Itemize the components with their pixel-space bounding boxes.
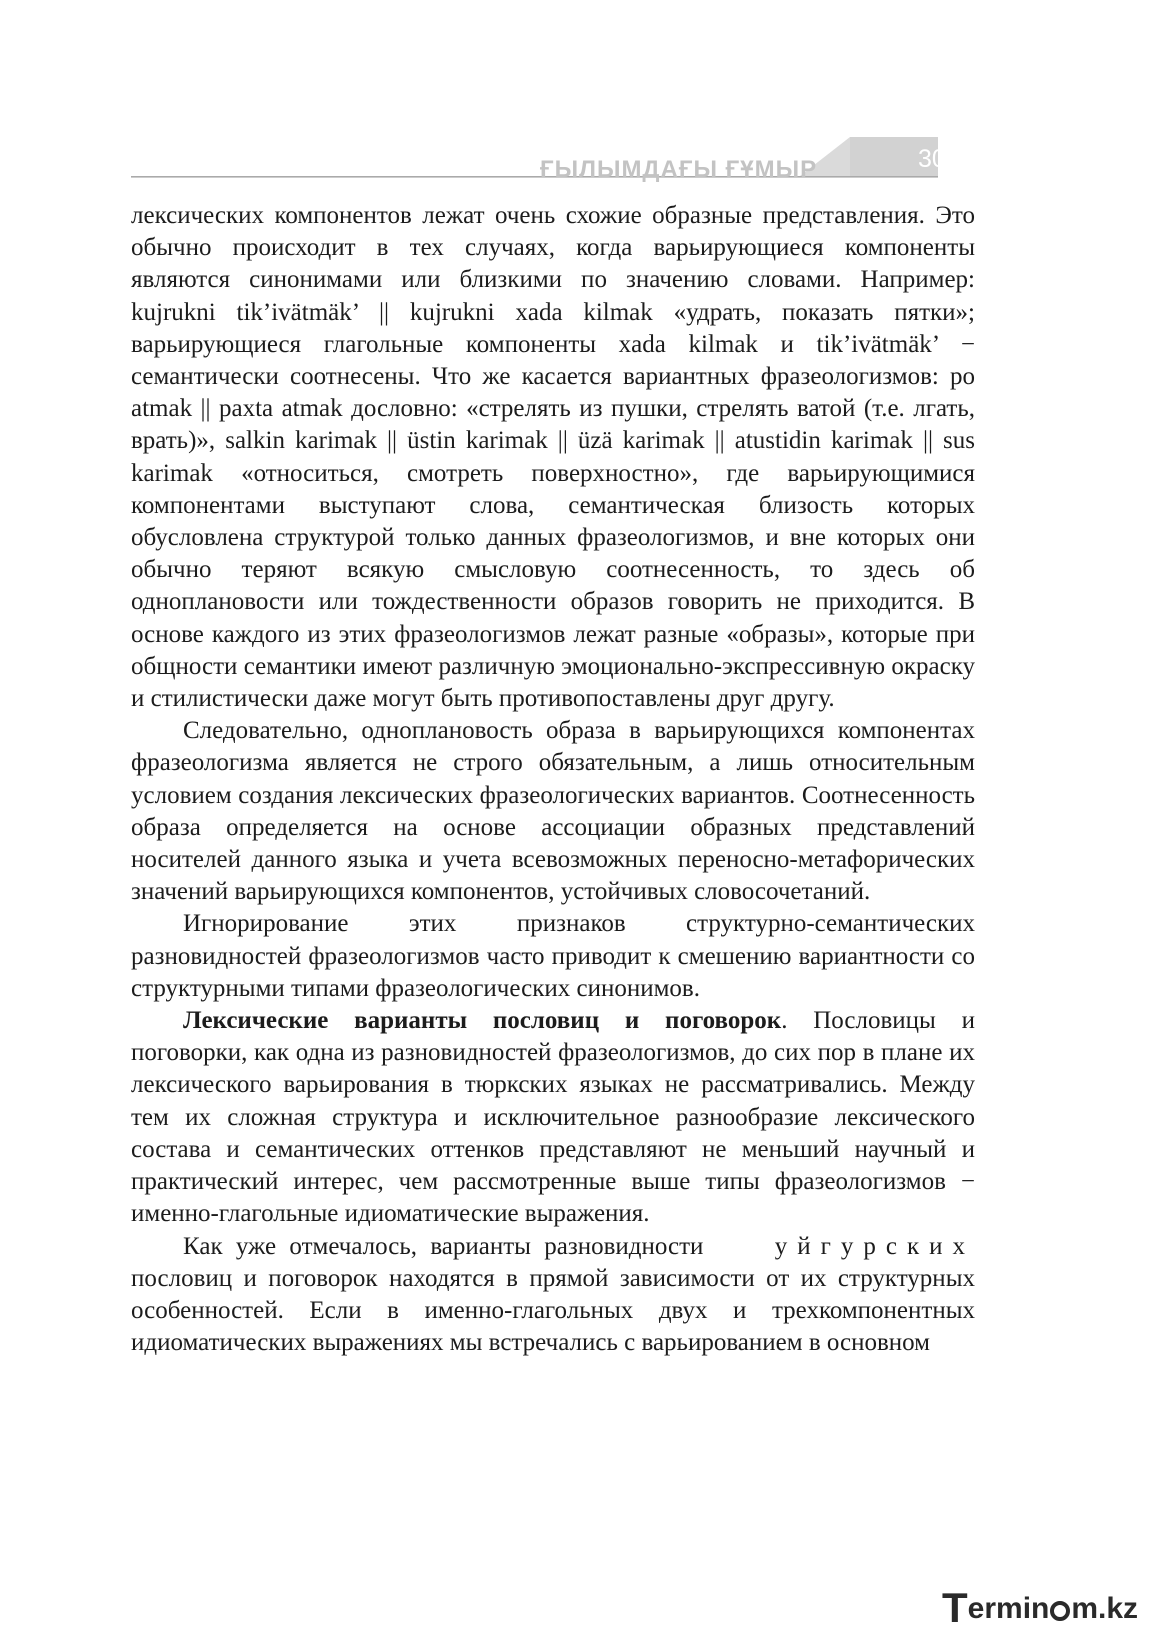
magnifier-icon [1050, 1601, 1070, 1621]
paragraph-4 [131, 1005, 975, 1230]
paragraph-3: Игнорирование этих признаков структурно-семантических разновидностей фразеологизмов часто приводит к смешению вариантности со структурными типами фразеологических синонимов. [131, 910, 975, 1002]
paragraph-5-spaced-word: уйгурских [774, 1232, 976, 1260]
brand-t-glyph: T [942, 1584, 968, 1631]
paragraph-2: Следовательно, одноплановость образа в варьирующихся компонентах фразеологизма является не строго обязательным, а лишь относительным условием создания лексических фразеологических вариантов. Соотнесенность образа определяется на основе ассоциации образных представлений носителей данного языка и учета всевозможных переносно-метафорических значений варьирующихся компонентов, устойчивых словосочетаний. [131, 717, 975, 906]
paragraph-5-start: Как уже отмечалось, варианты разновидности [183, 1232, 704, 1260]
paragraph-1: лексических компонентов лежат очень схожие образные представления. Это обычно происходит в тех случаях, когда варьирующиеся компоненты являются синонимами или близкими по значению словами. Например: kujrukni tik’ivätmäk’ || kujrukni xada kilmak «удрать, показать пятки»; варьирующиеся глагольные компоненты xada kilmak и tik’ivätmäk’ − семантически соотнесены. Что же касается вариантных фразеологизмов: po atmak || paxta atmak дословно: «стрелять из пушки, стрелять ватой (т.е. лгать, врать)», salkin karimak || üstin karimak || üzä karimak || atustidin karimak || sus karimak «относиться, смотреть поверхностно», где варьирующимися компонентами выступают слова, семантическая близость которых обусловлена структурой только данных фразеологизмов, и вне которых они обычно теряют всякую смысловую соотнесенность, то здесь об одноплановости или тождественности образов говорить не приходится. В основе каждого из этих фразеологизмов лежат разные «образы», которые при общности семантики имеют различную эмоционально-экспрессивную окраску и стилистически даже могут быть противопоставлены друг другу. [131, 202, 975, 713]
page-number: 309 [918, 145, 960, 173]
page-header [0, 0, 1158, 200]
paragraph-4-heading: Лексические варианты пословиц и поговорок [183, 1007, 782, 1035]
paragraph-4-text: . Пословицы и поговорки, как одна из разновидностей фразеологизмов, до сих пор в плане их лексического варьирования в тюркских языках не рассматривались. Между тем их сложная структура и исключительное разнообразие лексического состава и семантических оттенков представляют не меньший научный и практический интерес, чем рассмотренные выше типы фразеологизмов − именно-глагольные идиоматические выражения. [131, 1007, 975, 1228]
termincom-watermark [942, 1584, 1138, 1632]
brand-text-1: ermin [967, 1592, 1050, 1625]
paragraph-5-continuation: пословиц и поговорок находятся в прямой зависимости от их структурных особенностей. Если в именно-глагольных двух и трехкомпонентных идиоматических выражениях мы встречались с варьированием в основном [131, 1264, 975, 1357]
running-title: ҒЫЛЫМДАҒЫ ҒҰМЫР [540, 156, 818, 183]
body-text [131, 200, 975, 1359]
brand-text-2: m.kz [1071, 1592, 1139, 1625]
paragraph-5-first-line [131, 1231, 975, 1263]
